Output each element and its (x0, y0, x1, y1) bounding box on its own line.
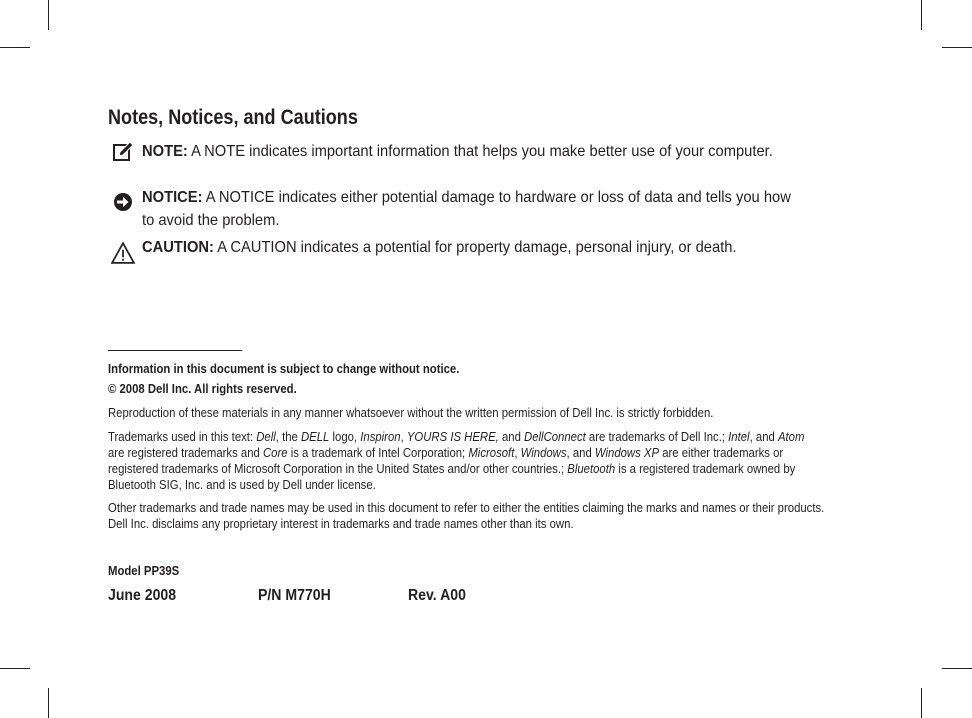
copyright: © 2008 Dell Inc. All rights reserved. (108, 382, 297, 396)
crop-mark (0, 47, 30, 48)
crop-mark (48, 688, 49, 718)
revision: Rev. A00 (408, 587, 466, 604)
crop-mark (48, 0, 49, 30)
caution-text (142, 236, 795, 259)
note-item (108, 140, 823, 186)
other-trademarks-notice: Other trademarks and trade names may be used in this document to refer to either the entities claiming the marks and names or their products. Dell Inc. disclaims any proprietary interest in trademarks and trade names other than its own. (108, 501, 825, 531)
reproduction-notice: Reproduction of these materials in any manner whatsoever without the written permission of Dell Inc. is strictly forbidden. (108, 406, 714, 420)
crop-mark (942, 47, 972, 48)
page-title: Notes, Notices, and Cautions (108, 106, 358, 129)
notice-body: A NOTICE indicates either potential damage to hardware or loss of data and tells you how to avoid the problem. (142, 189, 791, 229)
crop-mark (921, 688, 922, 718)
trademark-notice: Trademarks used in this text: Dell, the DELL logo, Inspiron, YOURS IS HERE, and DellConnect are trademarks of Dell Inc.; Intel, and Atom are registered trademarks and Core is a trademark of Intel Corporation; Microsoft, Windows, and Windows XP are either trademarks or registered trademarks of Microsoft Corporation in the United States and/or other countries.; Bluetooth is a registered trademark owned by Bluetooth SIG, Inc. and is used by Dell under license. (108, 430, 805, 492)
divider (108, 350, 242, 351)
crop-mark (921, 0, 922, 30)
model-number: Model PP39S (108, 564, 180, 578)
note-body: A NOTE indicates important information that helps you make better use of your computer. (187, 143, 773, 160)
caution-body: A CAUTION indicates a potential for property damage, personal injury, or death. (213, 239, 737, 256)
notice-arrow-icon (112, 191, 134, 213)
publication-date: June 2008 (108, 587, 177, 604)
caution-triangle-icon (111, 241, 135, 265)
note-label: NOTE: (142, 143, 188, 160)
crop-mark (0, 668, 30, 669)
part-number: P/N M770H (258, 587, 331, 604)
pencil-note-icon (112, 140, 134, 162)
caution-item (108, 236, 823, 260)
notice-item (108, 186, 823, 232)
note-text (142, 140, 795, 163)
notice-text (142, 186, 795, 232)
caution-label: CAUTION: (142, 239, 214, 256)
change-notice: Information in this document is subject to change without notice. (108, 362, 460, 376)
crop-mark (942, 668, 972, 669)
notice-label: NOTICE: (142, 189, 203, 206)
